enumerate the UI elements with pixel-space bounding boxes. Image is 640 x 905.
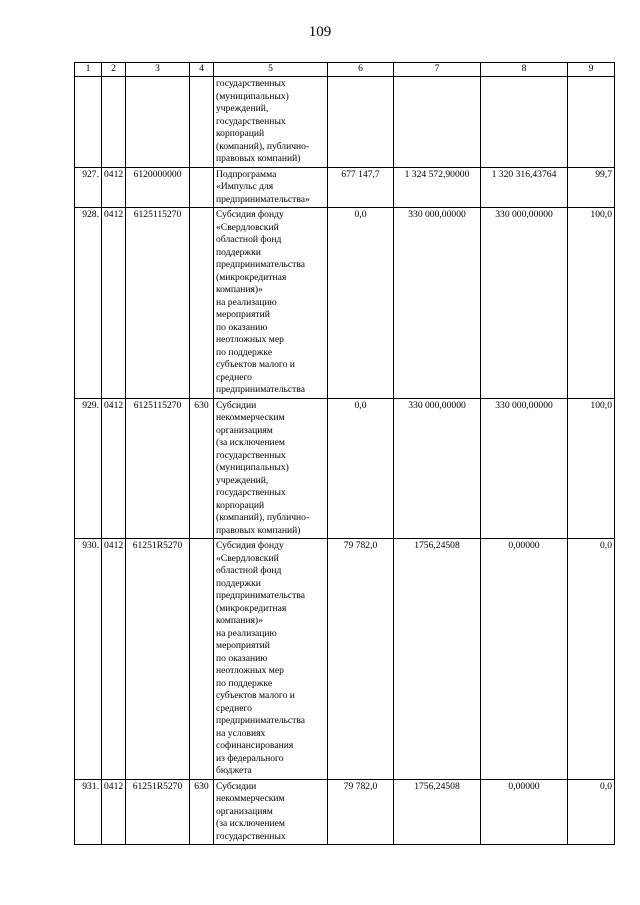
row-number: 927. [75, 167, 102, 208]
section-code [102, 77, 126, 168]
planned-amount: 0,0 [328, 208, 394, 399]
approved-amount: 1756,24508 [394, 539, 481, 780]
table-row [75, 77, 615, 168]
row-number [75, 77, 102, 168]
executed-amount: 0,00000 [481, 779, 568, 845]
execution-percent: 100,0 [568, 398, 615, 539]
column-header: 1 [75, 63, 102, 77]
column-header: 6 [328, 63, 394, 77]
expense-type-code [190, 208, 214, 399]
page-number: 109 [308, 24, 332, 40]
table-row [75, 208, 615, 399]
executed-amount: 1 320 316,43764 [481, 167, 568, 208]
execution-percent: 100,0 [568, 208, 615, 399]
approved-amount: 330 000,00000 [394, 398, 481, 539]
section-code: 0412 [102, 779, 126, 845]
table-row [75, 167, 615, 208]
expense-type-code [190, 167, 214, 208]
approved-amount: 1756,24508 [394, 779, 481, 845]
item-name: Субсидии некоммерческим организациям (за исключением государственных (муниципальных) учреждений, государственных корпораций (компаний), публично- правовых компаний) [214, 398, 328, 539]
section-code: 0412 [102, 539, 126, 780]
expense-type-code: 630 [190, 779, 214, 845]
item-name: Подпрограмма «Импульс для предпринимательства» [214, 167, 328, 208]
planned-amount: 677 147,7 [328, 167, 394, 208]
item-name: Субсидия фонду «Свердловский областной фонд поддержки предпринимательства (микрокредитная компания)» на реализацию мероприятий по оказанию неотложных мер по поддержке субъектов малого и среднего предпринимательства на условиях софинансирования из федерального бюджета [214, 539, 328, 780]
section-code: 0412 [102, 167, 126, 208]
column-header: 3 [126, 63, 190, 77]
section-code: 0412 [102, 398, 126, 539]
planned-amount [328, 77, 394, 168]
planned-amount: 0,0 [328, 398, 394, 539]
execution-percent: 0,0 [568, 779, 615, 845]
budget-table [74, 62, 615, 845]
expense-type-code: 630 [190, 398, 214, 539]
expense-type-code [190, 539, 214, 780]
column-header: 9 [568, 63, 615, 77]
section-code: 0412 [102, 208, 126, 399]
execution-percent: 99,7 [568, 167, 615, 208]
planned-amount: 79 782,0 [328, 539, 394, 780]
approved-amount [394, 77, 481, 168]
executed-amount: 330 000,00000 [481, 398, 568, 539]
item-name: Субсидии некоммерческим организациям (за исключением государственных [214, 779, 328, 845]
target-article-code: 61251R5270 [126, 779, 190, 845]
table-row [75, 539, 615, 780]
column-header: 5 [214, 63, 328, 77]
column-header: 2 [102, 63, 126, 77]
column-header: 4 [190, 63, 214, 77]
target-article-code: 6125115270 [126, 398, 190, 539]
target-article-code: 61251R5270 [126, 539, 190, 780]
expense-type-code [190, 77, 214, 168]
target-article-code: 6120000000 [126, 167, 190, 208]
executed-amount [481, 77, 568, 168]
row-number: 929. [75, 398, 102, 539]
row-number: 931. [75, 779, 102, 845]
approved-amount: 330 000,00000 [394, 208, 481, 399]
table-header-row [75, 63, 615, 77]
executed-amount: 0,00000 [481, 539, 568, 780]
column-header: 8 [481, 63, 568, 77]
execution-percent: 0,0 [568, 539, 615, 780]
row-number: 928. [75, 208, 102, 399]
table-row [75, 398, 615, 539]
execution-percent [568, 77, 615, 168]
item-name: Субсидия фонду «Свердловский областной фонд поддержки предпринимательства (микрокредитная компания)» на реализацию мероприятий по оказанию неотложных мер по поддержке субъектов малого и среднего предпринимательства [214, 208, 328, 399]
target-article-code: 6125115270 [126, 208, 190, 399]
target-article-code [126, 77, 190, 168]
column-header: 7 [394, 63, 481, 77]
executed-amount: 330 000,00000 [481, 208, 568, 399]
row-number: 930. [75, 539, 102, 780]
table-row [75, 779, 615, 845]
approved-amount: 1 324 572,90000 [394, 167, 481, 208]
item-name: государственных (муниципальных) учреждений, государственных корпораций (компаний), публично- правовых компаний) [214, 77, 328, 168]
planned-amount: 79 782,0 [328, 779, 394, 845]
